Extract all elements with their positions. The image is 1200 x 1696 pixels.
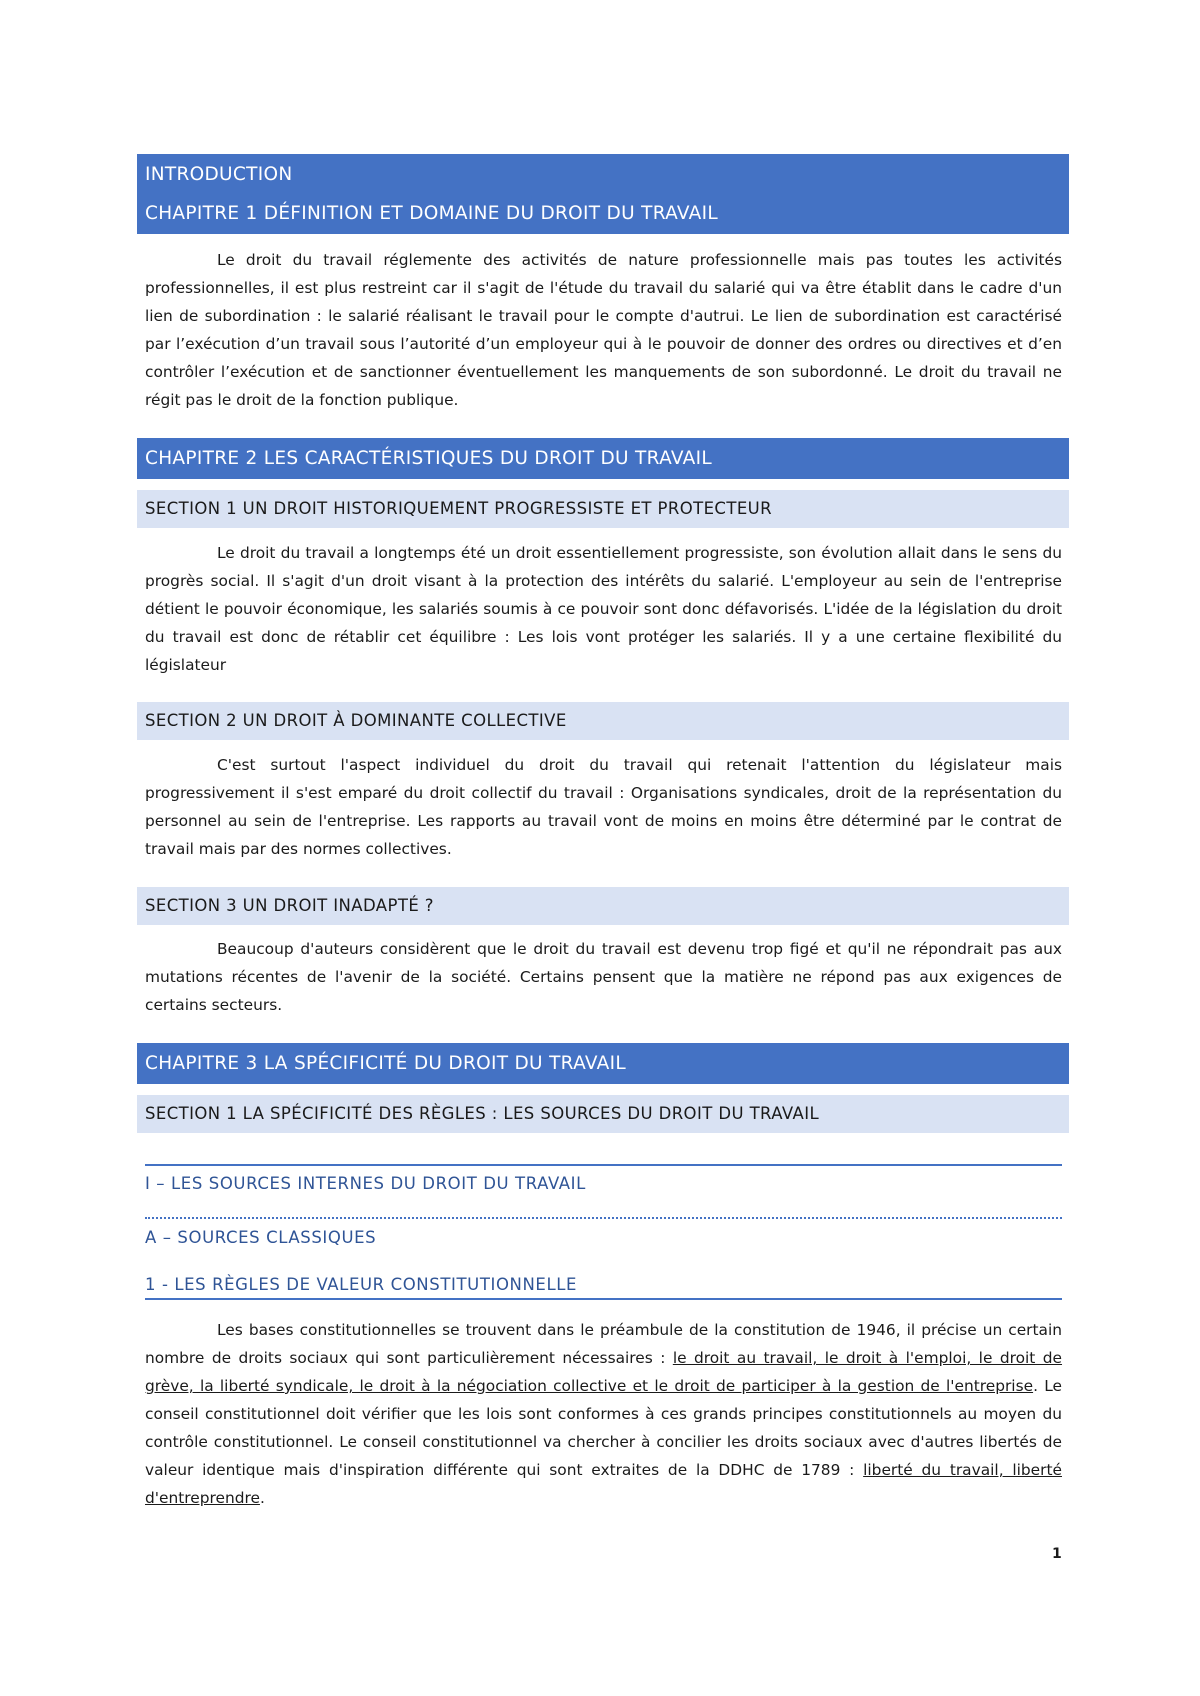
part-i-heading: I – LES SOURCES INTERNES DU DROIT DU TRAVAIL [145,1164,1062,1197]
chapter-2-heading: CHAPITRE 2 LES CARACTÉRISTIQUES DU DROIT DU TRAVAIL [137,438,1069,479]
chapter-1-heading: CHAPITRE 1 DÉFINITION ET DOMAINE DU DROIT DU TRAVAIL [145,203,718,224]
constitutional-text-e: . [259,1489,265,1507]
chapter-1-paragraph: Le droit du travail réglemente des activités de nature professionnelle mais pas toutes les activités professionnelles, il est plus restreint car il s'agit de l'étude du travail du salarié qui va être établit dans le cadre d'un lien de subordination : le salarié réalisant le travail pour le compte d'autrui. Le lien de subordination est caractérisé par l’exécution d’un travail sous l’autorité d’un employeur qui à le pouvoir de donner des ordres ou directives et d’en contrôler l’exécution et de sanctionner éventuellement les manquements de son subordonné. Le droit du travail ne régit pas le droit de la fonction publique. [145,251,1062,409]
part-1-heading: 1 - LES RÈGLES DE VALEUR CONSTITUTIONNELLE [145,1275,1062,1300]
section-1-heading: SECTION 1 UN DROIT HISTORIQUEMENT PROGRESSISTE ET PROTECTEUR [137,490,1069,528]
section-1-paragraph: Le droit du travail a longtemps été un droit essentiellement progressiste, son évolution allait dans le sens du progrès social. Il s'agit d'un droit visant à la protection des intérêts du salarié. L'employeur au sein de l'entreprise détient le pouvoir économique, les salariés soumis à ce pouvoir sont donc défavorisés. L'idée de la législation du droit du travail est donc de rétablir cet équilibre : Les lois vont protéger les salariés. Il y a une certaine flexibilité du législateur [145,544,1062,674]
section-3-heading: SECTION 3 UN DROIT INADAPTÉ ? [137,887,1069,925]
section-2-paragraph: C'est surtout l'aspect individuel du droit du travail qui retenait l'attention du législateur mais progressivement il s'est emparé du droit collectif du travail : Organisations syndicales, droit de la représentation du personnel au sein de l'entreprise. Les rapports au travail vont de moins en moins être déterminé par le contrat de travail mais par des normes collectives. [145,756,1062,858]
constitutional-rules-paragraph [145,1316,1062,1512]
page-number: 1 [1052,1546,1062,1562]
constitutional-text-c: . Le conseil constitutionnel doit vérifier que les lois sont conformes à ces grands principes constitutionnels au moyen du contrôle constitutionnel. Le conseil constitutionnel va chercher à concilier les droits sociaux avec d'autres libertés de valeur identique mais d'inspiration différente qui sont extraites de la DDHC de 1789 : [145,1377,1062,1479]
section-3-paragraph: Beaucoup d'auteurs considèrent que le droit du travail est devenu trop figé et qu'il ne répondrait pas aux mutations récentes de l'avenir de la société. Certains pensent que la matière ne répond pas aux exigences de certains secteurs. [145,940,1062,1014]
ddhc-freedoms-underlined: liberté du travail, liberté d'entreprendre [145,1461,1062,1507]
social-rights-underlined: le droit au travail, le droit à l'emploi, le droit de grève, la liberté syndicale, le droit à la négociation collective et le droit de participer à la gestion de l'entreprise [145,1349,1063,1395]
chapter-3-section-1-heading: SECTION 1 LA SPÉCIFICITÉ DES RÈGLES : LES SOURCES DU DROIT DU TRAVAIL [137,1095,1069,1133]
chapter-header-block [137,154,1069,234]
section-2-heading: SECTION 2 UN DROIT À DOMINANTE COLLECTIVE [137,702,1069,740]
part-a-heading: A – SOURCES CLASSIQUES [145,1217,1062,1251]
constitutional-text-a: Les bases constitutionnelles se trouvent dans le préambule de la constitution de 1946, il précise un certain nombre de droits sociaux qui sont particulièrement nécessaires : [145,1321,1062,1367]
introduction-heading: INTRODUCTION [145,164,293,185]
chapter-3-heading: CHAPITRE 3 LA SPÉCIFICITÉ DU DROIT DU TRAVAIL [137,1043,1069,1084]
